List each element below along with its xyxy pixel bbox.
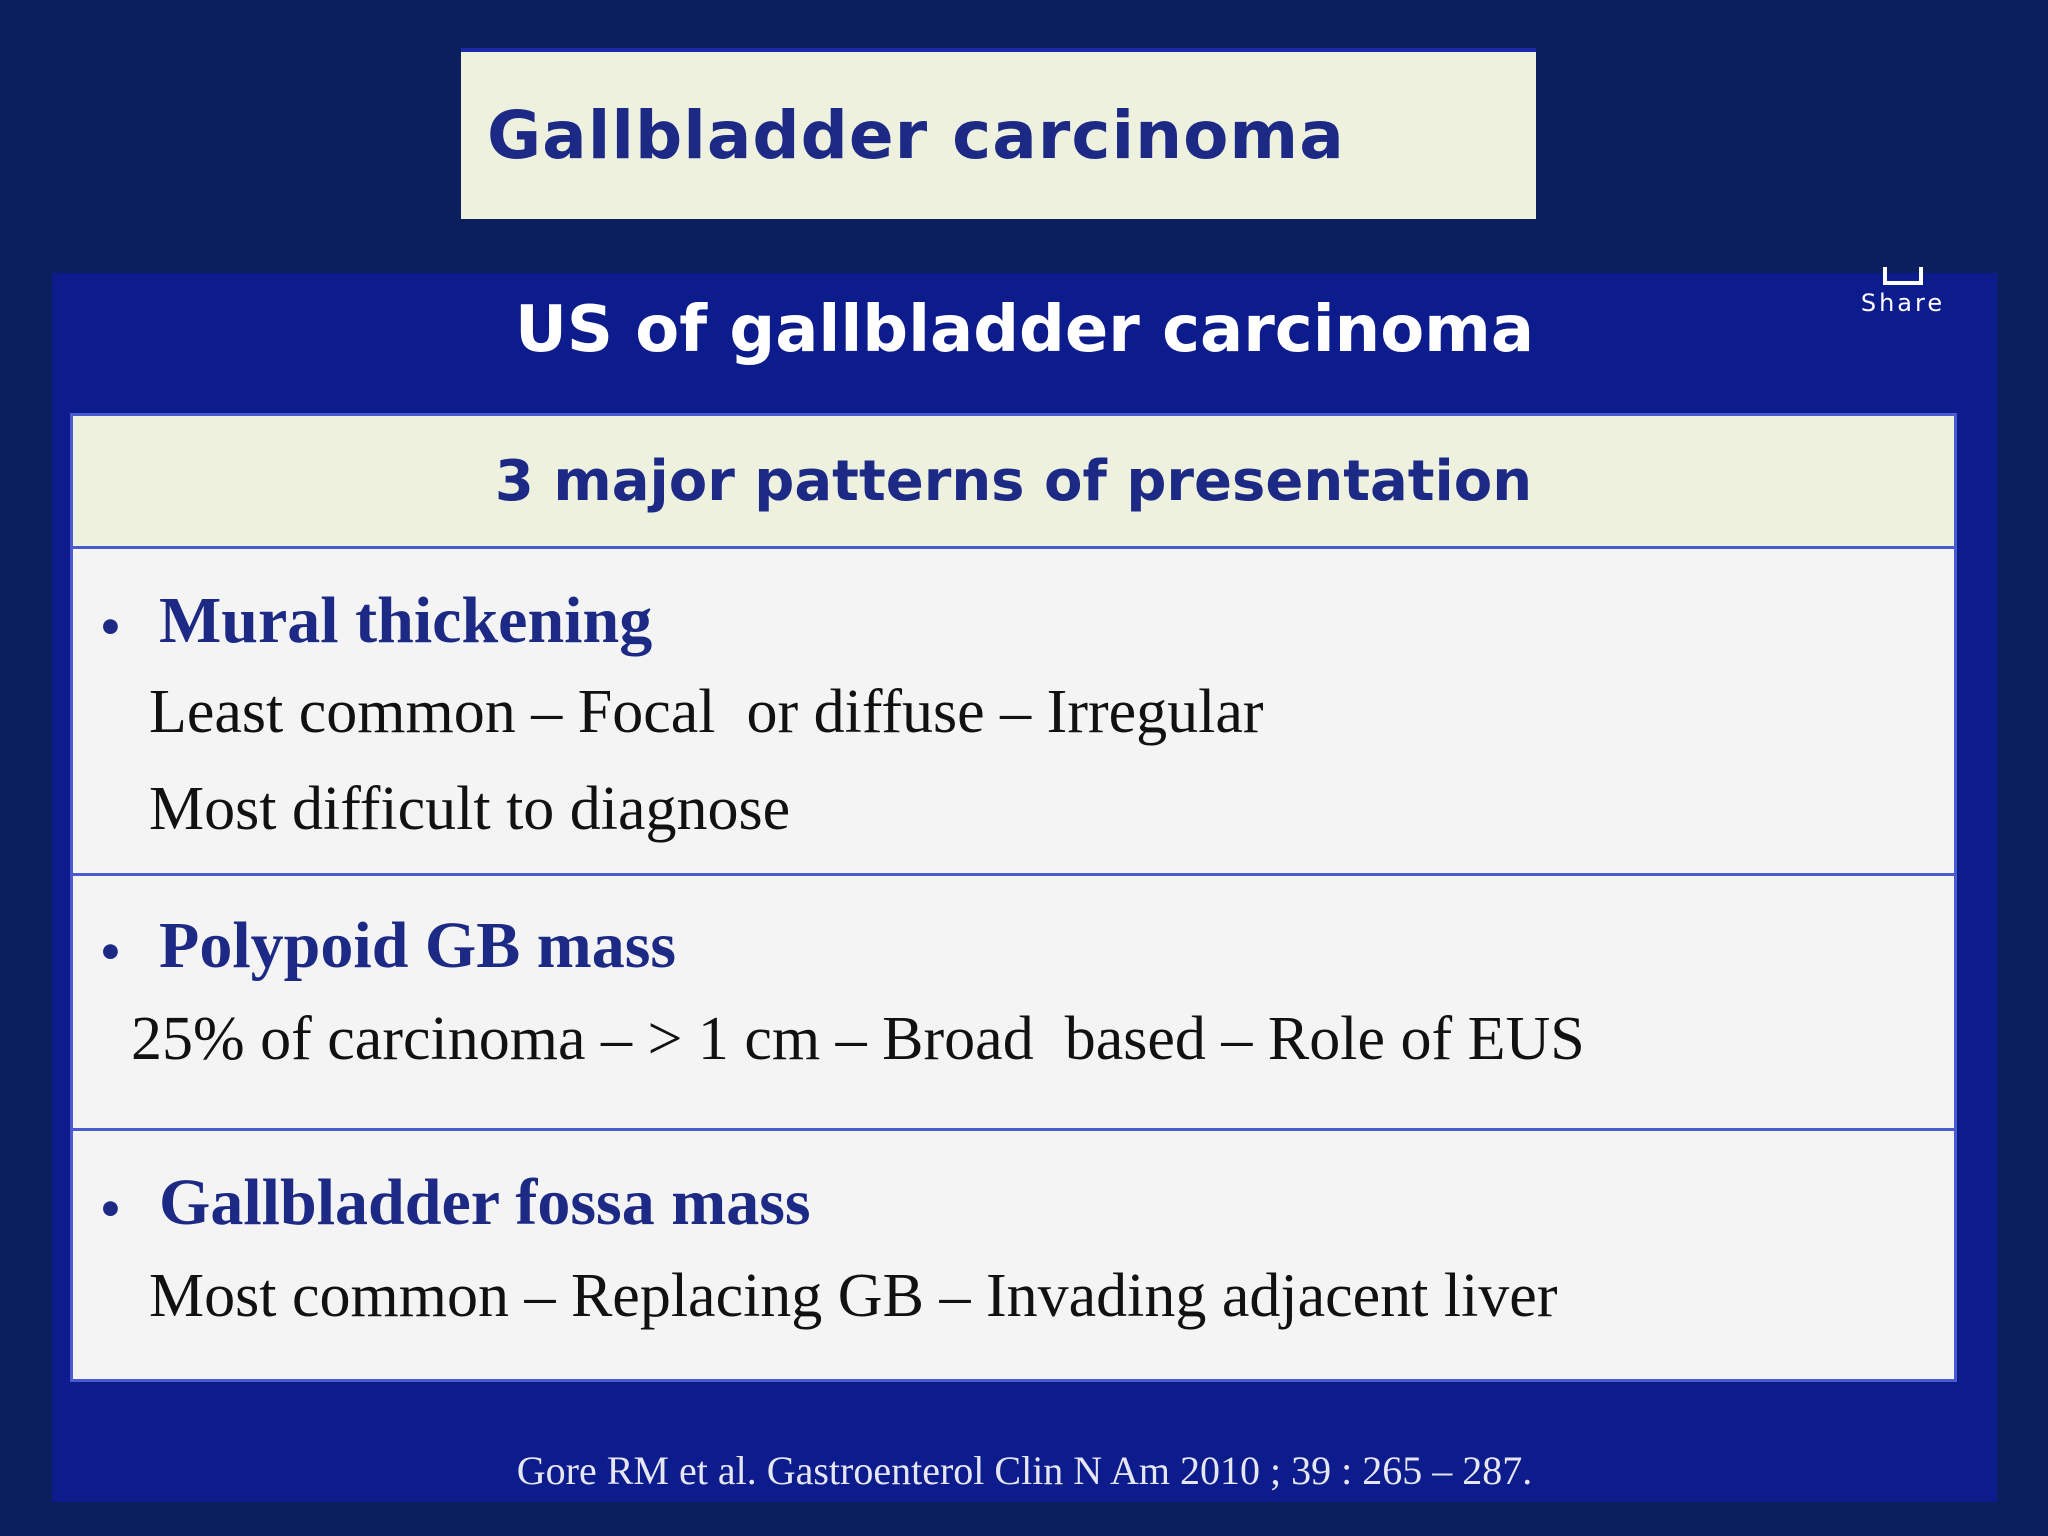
pattern-heading-text: Polypoid GB mass <box>159 909 677 982</box>
pattern-detail: 25% of carcinoma – > 1 cm – Broad based – Role of EUS <box>131 1005 1585 1073</box>
share-icon <box>1881 265 1925 287</box>
pattern-heading-text: Gallbladder fossa mass <box>159 1166 811 1239</box>
pattern-row <box>73 1131 1954 1379</box>
slide-title: US of gallbladder carcinoma <box>514 293 1535 367</box>
pattern-row <box>73 876 1954 1131</box>
bullet-icon: • <box>97 603 124 652</box>
bullet-icon: • <box>97 928 124 977</box>
page-title: Gallbladder carcinoma <box>487 97 1345 174</box>
pattern-heading <box>89 583 652 659</box>
top-title-box <box>461 48 1536 219</box>
pattern-detail: Most common – Replacing GB – Invading adjacent liver <box>149 1262 1558 1330</box>
bullet-icon: • <box>97 1185 124 1234</box>
share-button[interactable] <box>1853 265 1953 317</box>
pattern-row <box>73 549 1954 876</box>
pattern-detail: Most difficult to diagnose <box>149 775 791 843</box>
pattern-heading <box>89 1165 811 1241</box>
citation: Gore RM et al. Gastroenterol Clin N Am 2010 ; 39 : 265 – 287. <box>516 1448 1533 1493</box>
table-header <box>73 416 1954 549</box>
pattern-detail: Least common – Focal or diffuse – Irregular <box>149 678 1264 746</box>
share-label: Share <box>1860 289 1946 317</box>
slide-panel <box>52 273 1997 1502</box>
pattern-heading-text: Mural thickening <box>159 584 653 657</box>
table-header-text: 3 major patterns of presentation <box>494 448 1533 514</box>
pattern-heading <box>89 908 676 984</box>
patterns-table <box>70 413 1957 1382</box>
